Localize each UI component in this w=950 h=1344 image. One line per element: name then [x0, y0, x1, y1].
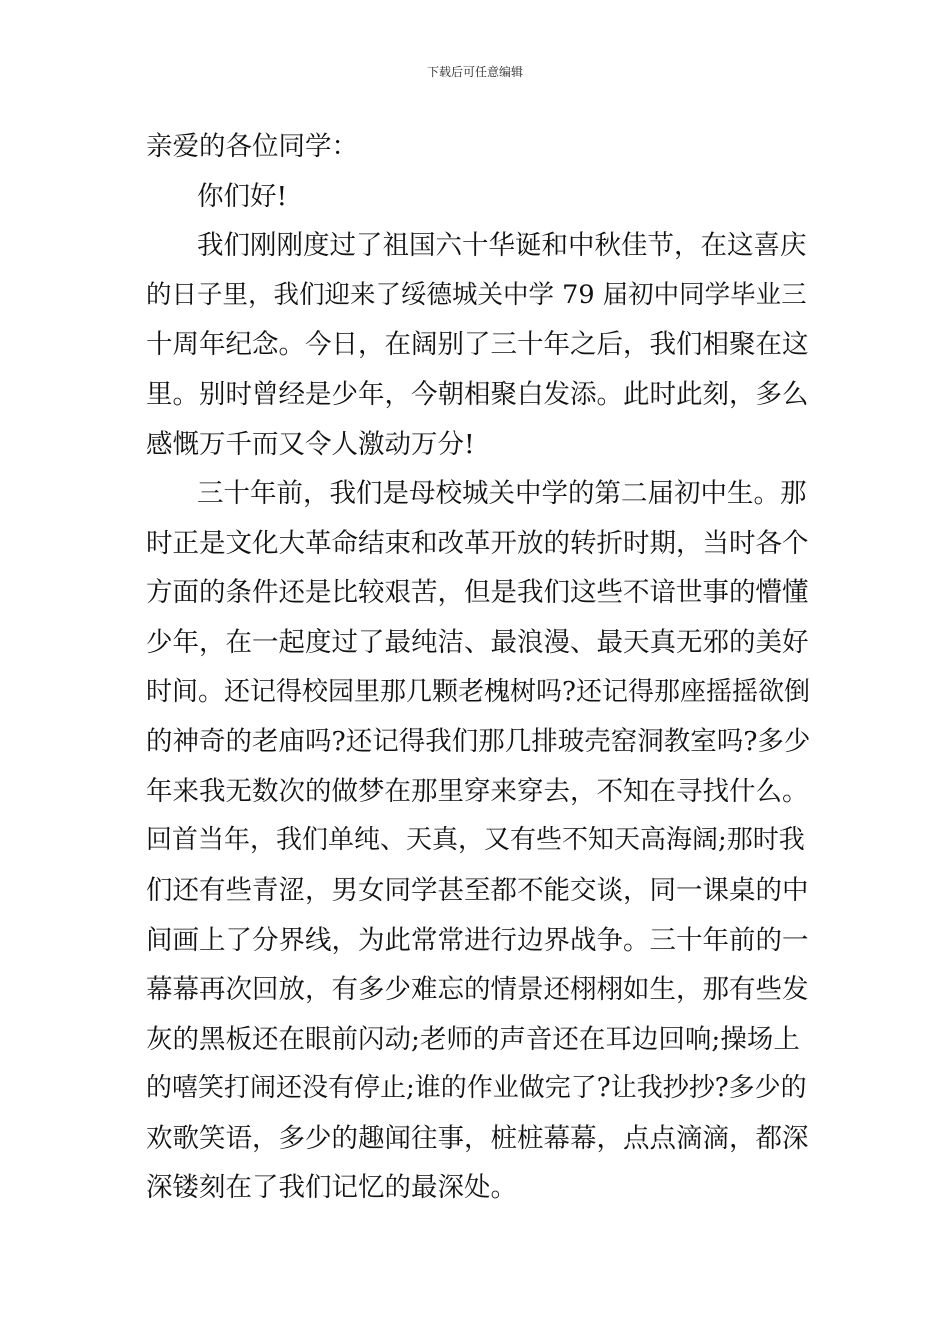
text-line: 三十年前，我们是母校城关中学的第二届初中生。那: [197, 478, 807, 510]
text-line: 的日子里，我们迎来了绥德城关中学 79 届初中同学毕业三: [146, 279, 807, 310]
text-line: 们还有些青涩，男女同学甚至都不能交谈，同一课桌的中: [146, 874, 809, 906]
text-line: 的嘻笑打闹还没有停止;谁的作业做完了?让我抄抄?多少的: [146, 1073, 807, 1104]
text-line: 亲爱的各位同学：: [146, 131, 358, 162]
document-body: [146, 122, 811, 1213]
text-line: 十周年纪念。今日，在阔别了三十年之后，我们相聚在这: [146, 329, 809, 361]
text-line: 间画上了分界线，为此常常进行边界战争。三十年前的一: [146, 924, 809, 956]
text-line: 深镂刻在了我们记忆的最深处。: [146, 1172, 517, 1204]
text-line: 你们好!: [197, 180, 288, 212]
text-line: 回首当年，我们单纯、天真，又有些不知天高海阔;那时我: [146, 825, 805, 856]
text-line: 时正是文化大革命结束和改革开放的转折时期，当时各个: [146, 527, 809, 559]
page-header-note: 下载后可任意编辑: [426, 65, 523, 79]
text-line: 我们刚刚度过了祖国六十华诞和中秋佳节，在这喜庆: [197, 230, 807, 262]
text-line: 感慨万千而又令人激动万分!: [146, 428, 475, 460]
text-line: 年来我无数次的做梦在那里穿来穿去，不知在寻找什么。: [146, 775, 809, 807]
text-line: 里。别时曾经是少年，今朝相聚白发添。此时此刻，多么: [146, 378, 809, 410]
text-line: 幕幕再次回放，有多少难忘的情景还栩栩如生，那有些发: [146, 974, 809, 1006]
text-line: 时间。还记得校园里那几颗老槐树吗?还记得那座摇摇欲倒: [146, 676, 810, 707]
text-line: 方面的条件还是比较艰苦，但是我们这些不谙世事的懵懂: [146, 577, 809, 609]
text-line: 灰的黑板还在眼前闪动;老师的声音还在耳边回响;操场上: [146, 1023, 800, 1055]
text-line: 欢歌笑语，多少的趣闻往事，桩桩幕幕，点点滴滴，都深: [146, 1122, 809, 1154]
text-line: 少年，在一起度过了最纯洁、最浪漫、最天真无邪的美好: [146, 626, 809, 658]
text-line: 的神奇的老庙吗?还记得我们那几排玻壳窑洞教室吗?多少: [146, 726, 811, 758]
